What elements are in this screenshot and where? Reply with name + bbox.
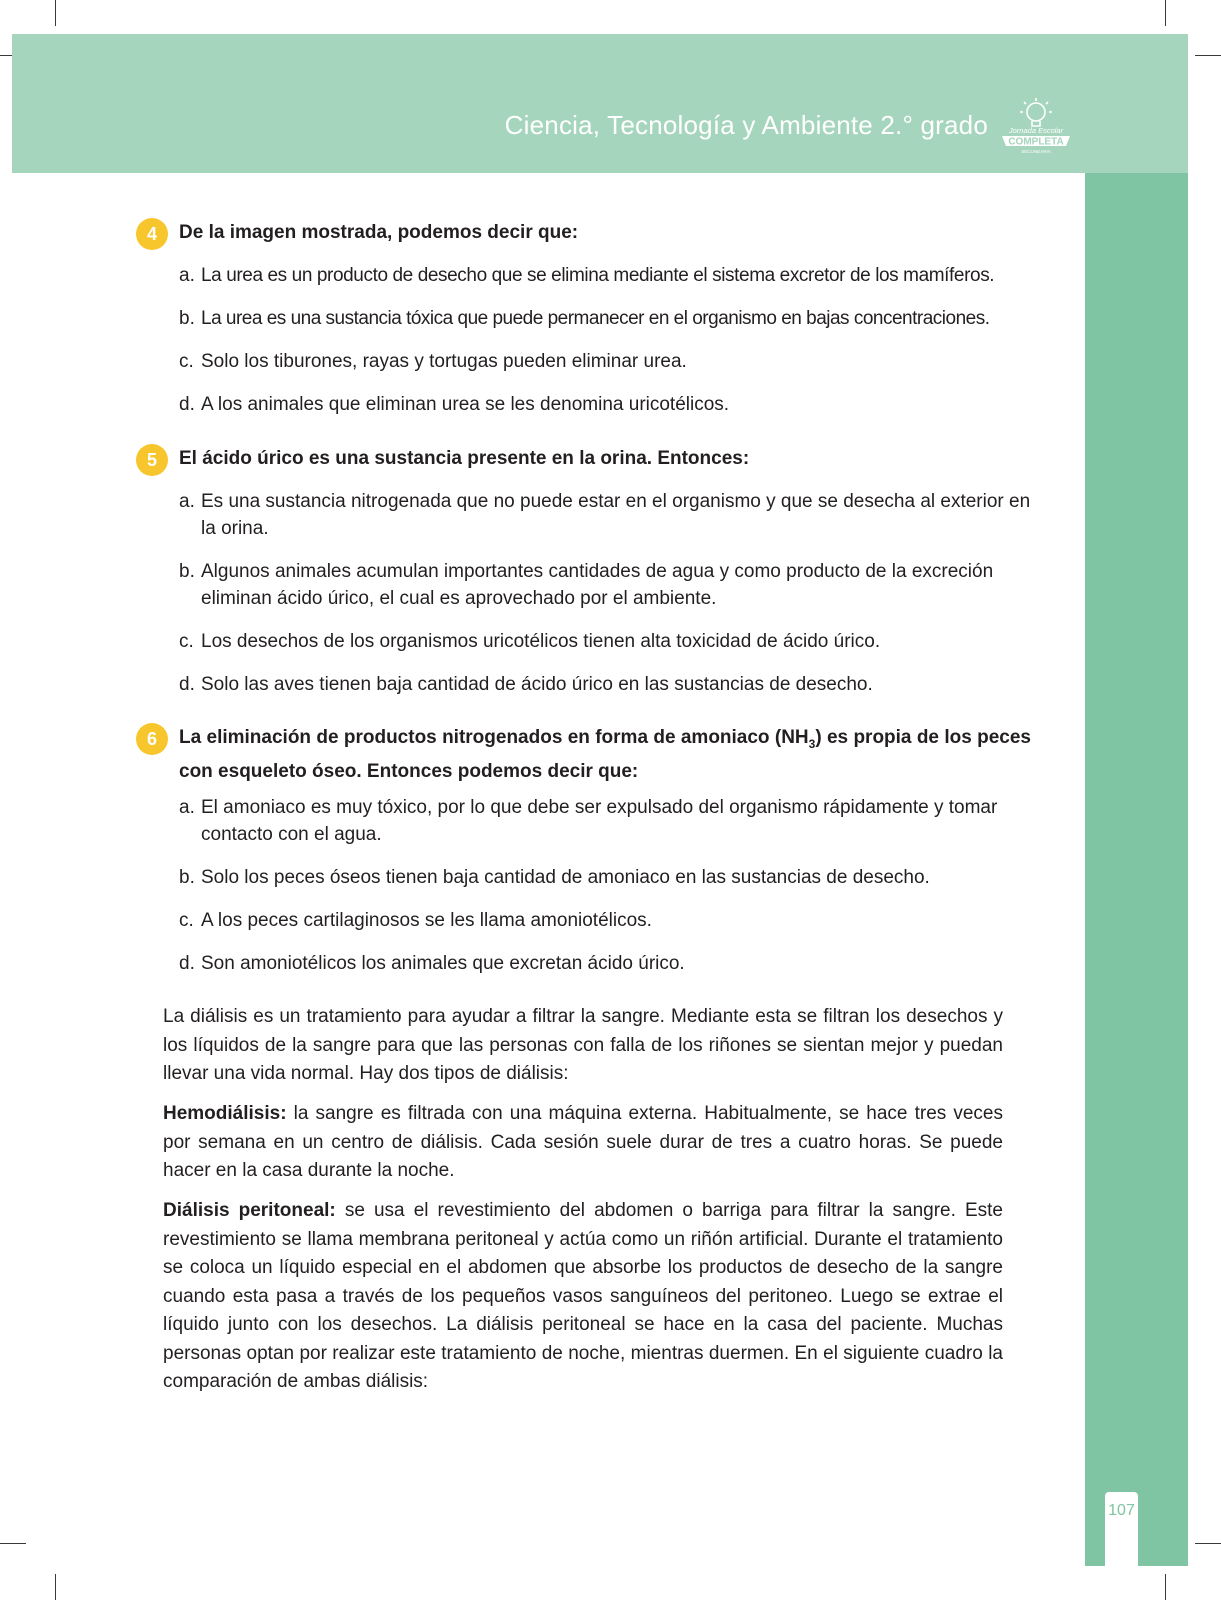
option-text: Solo las aves tienen baja cantidad de ácido úrico en las sustancias de desecho. bbox=[201, 674, 873, 695]
option-letter: b. bbox=[179, 867, 195, 888]
logo-subtext: SECUNDARIA bbox=[1021, 149, 1051, 154]
option-letter: d. bbox=[179, 674, 195, 695]
option-letter: c. bbox=[179, 631, 194, 652]
option-letter: a. bbox=[179, 491, 195, 512]
term-label: Diálisis peritoneal: bbox=[163, 1200, 336, 1221]
option-letter: a. bbox=[179, 265, 195, 286]
question-number-badge: 5 bbox=[136, 444, 168, 476]
option-text: A los peces cartilaginosos se les llama amoniotélicos. bbox=[201, 910, 652, 931]
option-text: Es una sustancia nitrogenada que no puede estar en el organismo y que se desecha al exterior en la orina. bbox=[201, 491, 1031, 539]
option-text: La urea es una sustancia tóxica que puede permanecer en el organismo en bajas concentraciones. bbox=[201, 308, 990, 329]
subscript: 3 bbox=[808, 736, 816, 751]
option-letter: c. bbox=[179, 910, 194, 931]
option-text: La urea es un producto de desecho que se elimina mediante el sistema excretor de los mamíferos. bbox=[201, 265, 995, 286]
answer-option bbox=[179, 671, 1031, 698]
answer-option bbox=[179, 391, 1031, 418]
term-definition: la sangre es filtrada con una máquina externa. Habitualmente, se hace tres veces por semana en un centro de diálisis. Cada sesión suele durar de tres a cuatro horas. Se puede hacer en la casa durante la noche. bbox=[163, 1103, 1003, 1181]
answer-option bbox=[179, 488, 1031, 542]
intro-paragraph: La diálisis es un tratamiento para ayudar a filtrar la sangre. Mediante esta se filtran los desechos y los líquidos de la sangre para que las personas con falla de los riñones se sientan mejor y puedan llevar una vida normal. Hay dos tipos de diálisis: bbox=[163, 1006, 1003, 1084]
option-text: Son amoniotélicos los animales que excretan ácido úrico. bbox=[201, 953, 685, 974]
answer-option bbox=[179, 950, 1031, 977]
question-title-part: La eliminación de productos nitrogenados en forma de amoniaco (NH bbox=[179, 727, 809, 748]
logo-top-text: Jornada Escolar bbox=[1008, 126, 1064, 135]
question-title: El ácido úrico es una sustancia presente en la orina. Entonces: bbox=[179, 448, 750, 469]
hemodialysis-paragraph bbox=[163, 1100, 1003, 1186]
crop-mark bbox=[1195, 1543, 1221, 1544]
question-title-part: ) es propia de los peces con esqueleto óseo. Entonces podemos decir que: bbox=[179, 727, 1031, 782]
option-letter: c. bbox=[179, 351, 194, 372]
answer-option bbox=[179, 558, 1031, 612]
page-number: 107 bbox=[1108, 1502, 1135, 1519]
crop-mark bbox=[1165, 1574, 1166, 1600]
option-text: A los animales que eliminan urea se les denomina uricotélicos. bbox=[201, 394, 730, 415]
option-text: Solo los tiburones, rayas y tortugas pueden eliminar urea. bbox=[201, 351, 687, 372]
answer-option bbox=[179, 794, 1031, 848]
option-letter: d. bbox=[179, 953, 195, 974]
answer-option bbox=[179, 262, 1031, 289]
page-title: Ciencia, Tecnología y Ambiente 2.° grado bbox=[504, 110, 988, 140]
option-text: El amoniaco es muy tóxico, por lo que debe ser expulsado del organismo rápidamente y tomar contacto con el agua. bbox=[201, 797, 998, 845]
question-number-badge: 6 bbox=[136, 723, 168, 755]
sidebar-band bbox=[1085, 173, 1188, 1566]
option-letter: a. bbox=[179, 797, 195, 818]
answer-option bbox=[179, 628, 1031, 655]
crop-mark bbox=[1195, 55, 1221, 56]
answer-option bbox=[179, 305, 1031, 332]
option-text: Los desechos de los organismos uricotélicos tienen alta toxicidad de ácido úrico. bbox=[201, 631, 881, 652]
option-letter: b. bbox=[179, 308, 195, 329]
term-label: Hemodiálisis: bbox=[163, 1103, 287, 1124]
term-definition: se usa el revestimiento del abdomen o barriga para filtrar la sangre. Este revestimiento se llama membrana peritoneal y actúa como un riñón artificial. Durante el tratamiento se coloca un líquido especial en el abdomen que absorbe los productos de desecho de la sangre cuando esta pasa a través de los pequeños vasos sanguíneos del peritoneo. Luego se extrae el líquido junto con los desechos. La diálisis peritoneal se hace en la casa del paciente. Muchas personas optan por realizar este tratamiento de noche, mientras duermen. En el siguiente cuadro la comparación de ambas diálisis: bbox=[163, 1200, 1003, 1392]
question-title: De la imagen mostrada, podemos decir que: bbox=[179, 222, 579, 243]
option-text: Solo los peces óseos tienen baja cantidad de amoniaco en las sustancias de desecho. bbox=[201, 867, 930, 888]
answer-option bbox=[179, 348, 1031, 375]
option-text: Algunos animales acumulan importantes cantidades de agua y como producto de la excreción eliminan ácido úrico, el cual es aprovechado por el ambiente. bbox=[201, 561, 994, 609]
question-number-badge: 4 bbox=[136, 218, 168, 250]
logo-text: COMPLETA bbox=[1008, 136, 1064, 148]
answer-option bbox=[179, 864, 1031, 891]
peritoneal-paragraph bbox=[163, 1197, 1003, 1397]
question-title bbox=[179, 724, 1031, 785]
option-letter: d. bbox=[179, 394, 195, 415]
option-letter: b. bbox=[179, 561, 195, 582]
answer-option bbox=[179, 907, 1031, 934]
crop-mark bbox=[1165, 0, 1166, 26]
